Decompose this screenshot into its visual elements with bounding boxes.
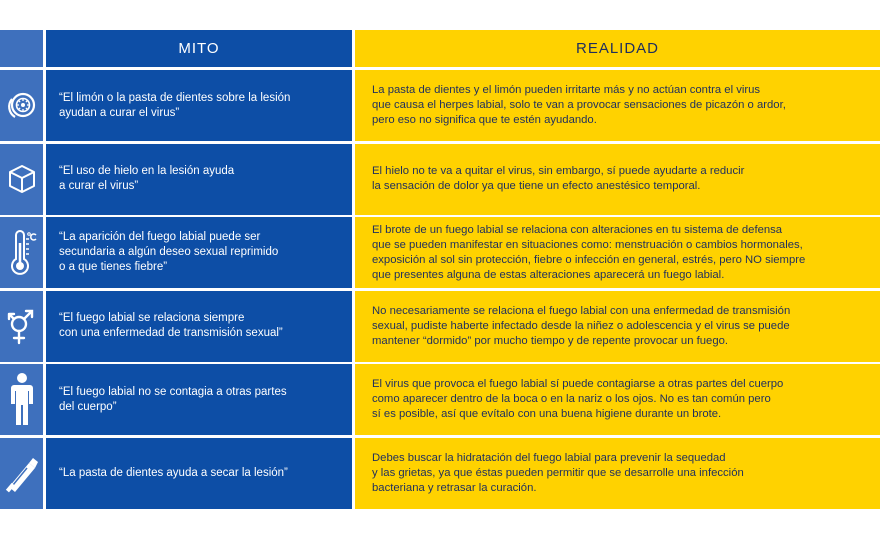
mito-text: “El uso de hielo en la lesión ayuda a curar el virus” [46, 144, 352, 215]
header-mito: MITO [46, 30, 352, 67]
realidad-text: No necesariamente se relaciona el fuego labial con una enfermedad de transmisión sexual, pudiste haberte infectado desde la niñez o adolescencia y el virus se puede mantener “dormido” por mucho tiempo y de repente provocar un fuego. [355, 291, 880, 362]
header-realidad: REALIDAD [355, 30, 880, 67]
header-icon-cell [0, 30, 43, 67]
table-row [0, 144, 880, 215]
myth-reality-table [0, 30, 880, 511]
table-row [0, 364, 880, 435]
mito-text: “El fuego labial no se contagia a otras partes del cuerpo” [46, 364, 352, 435]
mito-text: “El limón o la pasta de dientes sobre la lesión ayudan a curar el virus” [46, 70, 352, 141]
realidad-text: El hielo no te va a quitar el virus, sin embargo, sí puede ayudarte a reducir la sensación de dolor ya que tiene un efecto anestésico temporal. [355, 144, 880, 215]
table-row [0, 291, 880, 362]
mito-text: “La pasta de dientes ayuda a secar la lesión” [46, 438, 352, 509]
table-header [0, 30, 880, 67]
realidad-text: Debes buscar la hidratación del fuego labial para prevenir la sequedad y las grietas, ya que éstas pueden permitir que se desarrolle una infección bacteriana y retrasar la curación. [355, 438, 880, 509]
table-row [0, 217, 880, 288]
kiwi-lemon-icon [0, 70, 43, 141]
mito-text: “La aparición del fuego labial puede ser secundaria a algún deseo sexual reprimido o a que tienes fiebre” [46, 217, 352, 288]
person-icon [0, 364, 43, 435]
gender-symbol-icon [0, 291, 43, 362]
toothpaste-tube-icon [0, 438, 43, 509]
mito-text: “El fuego labial se relaciona siempre con una enfermedad de transmisión sexual” [46, 291, 352, 362]
thermometer-icon [0, 217, 43, 288]
table-row [0, 438, 880, 509]
realidad-text: El virus que provoca el fuego labial sí puede contagiarse a otras partes del cuerpo como aparecer dentro de la boca o en la nariz o los ojos. No es tan común pero sí es posible, así que evítalo con una buena higiene durante un brote. [355, 364, 880, 435]
ice-cube-icon [0, 144, 43, 215]
realidad-text: La pasta de dientes y el limón pueden irritarte más y no actúan contra el virus que causa el herpes labial, solo te van a provocar sensaciones de picazón o ardor, pero eso no significa que te estén ayudando. [355, 70, 880, 141]
table-row [0, 70, 880, 141]
realidad-text: El brote de un fuego labial se relaciona con alteraciones en tu sistema de defensa que se pueden manifestar en situaciones como: menstruación o cambios hormonales, exposición al sol sin protección, fiebre o infección en general, estrés, pero NO siempre que presentes alguna de estas alteraciones aparecerá un fuego labial. [355, 217, 880, 288]
